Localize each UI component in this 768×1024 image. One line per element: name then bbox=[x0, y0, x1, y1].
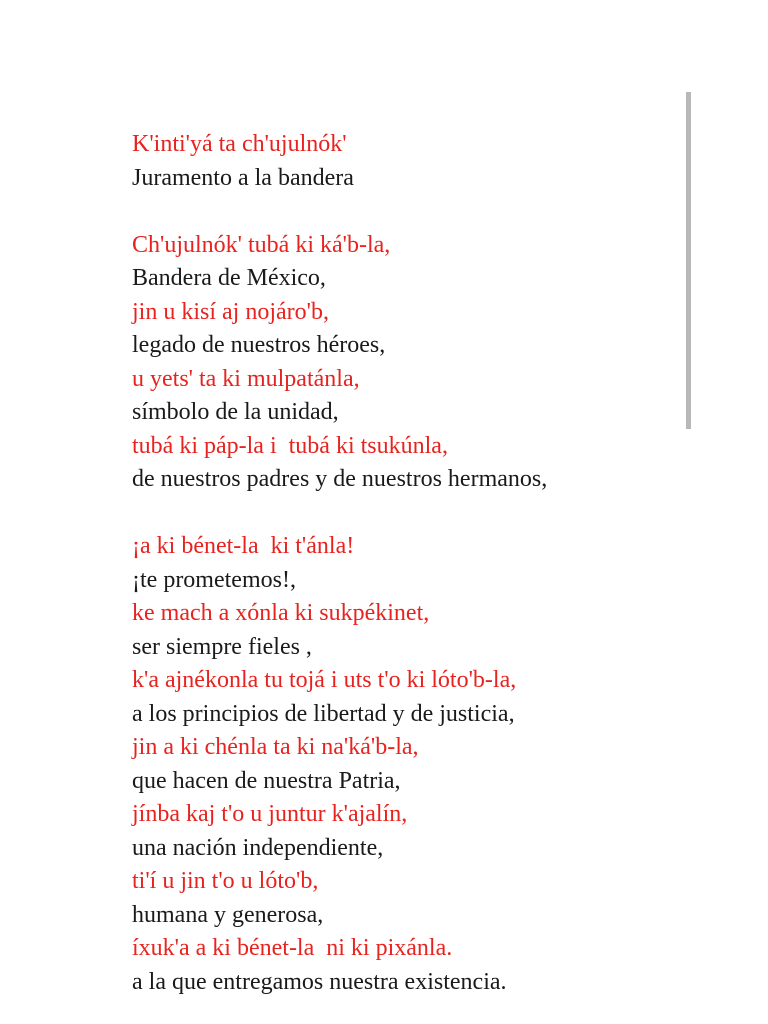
verse-line-chontal: Ch'ujulnók' tubá ki ká'b-la, bbox=[132, 231, 391, 258]
verse-line-chontal: jínba kaj t'o u juntur k'ajalín, bbox=[132, 801, 408, 827]
verse-line-spanish: Bandera de México, bbox=[132, 265, 326, 291]
verse-line-spanish: a la que entregamos nuestra existencia. bbox=[132, 968, 507, 995]
verse-line-chontal: jin u kisí aj nojáro'b, bbox=[132, 298, 329, 325]
title-chontal: K'inti'yá ta ch'ujulnók' bbox=[132, 131, 347, 157]
verse-line-spanish: una nación independiente, bbox=[132, 834, 384, 861]
stanza-2 bbox=[132, 530, 692, 999]
verse-line-chontal: íxuk'a a ki bénet-la ni ki pixánla. bbox=[132, 935, 453, 961]
stanza-1 bbox=[132, 229, 692, 497]
verse-line-spanish: humana y generosa, bbox=[132, 901, 324, 928]
verse-line-chontal: ¡a ki bénet-la ki t'ánla! bbox=[132, 533, 355, 559]
stanza-gap bbox=[132, 195, 692, 229]
verse-line-chontal: k'a ajnékonla tu tojá i uts t'o ki lóto'b-la, bbox=[132, 667, 517, 693]
verse-line-spanish: que hacen de nuestra Patria, bbox=[132, 767, 401, 794]
verse-line-chontal: ti'í u jin t'o u lóto'b, bbox=[132, 868, 319, 894]
stanza-gap bbox=[132, 497, 692, 531]
verse-line-spanish: símbolo de la unidad, bbox=[132, 399, 339, 425]
verse-line-spanish: ser siempre fieles , bbox=[132, 633, 312, 660]
verse-line-spanish: a los principios de libertad y de justicia, bbox=[132, 700, 515, 727]
verse-line-spanish: de nuestros padres y de nuestros hermanos, bbox=[132, 466, 548, 492]
vertical-scrollbar[interactable] bbox=[686, 92, 691, 429]
title-spanish: Juramento a la bandera bbox=[132, 164, 354, 191]
verse-line-spanish: ¡te prometemos!, bbox=[132, 566, 296, 593]
verse-line-chontal: jin a ki chénla ta ki na'ká'b-la, bbox=[132, 734, 419, 760]
document-body bbox=[132, 128, 692, 999]
verse-line-chontal: u yets' ta ki mulpatánla, bbox=[132, 365, 360, 392]
verse-line-chontal: tubá ki páp-la i tubá ki tsukúnla, bbox=[132, 432, 448, 459]
verse-line-chontal: ke mach a xónla ki sukpékinet, bbox=[132, 600, 430, 626]
verse-line-spanish: legado de nuestros héroes, bbox=[132, 332, 386, 358]
